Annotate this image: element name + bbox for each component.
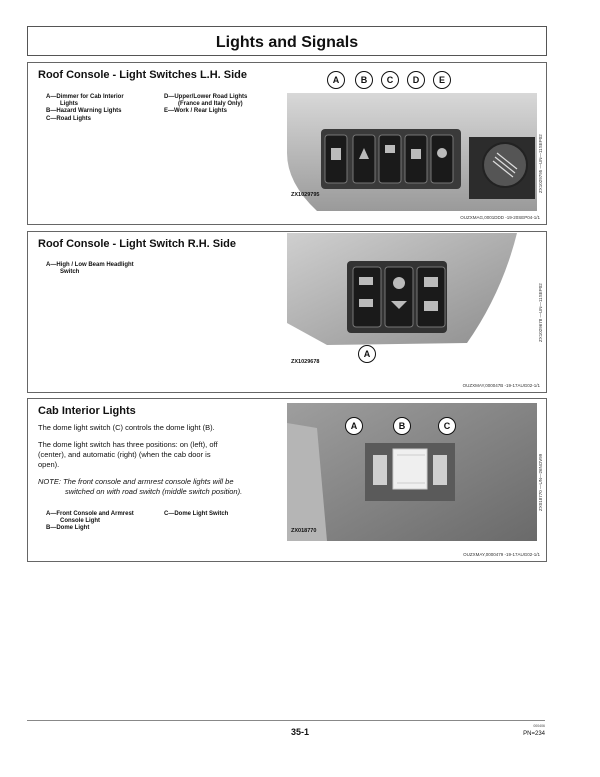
section-title: Roof Console - Light Switches L.H. Side xyxy=(38,69,248,81)
lh-switch-photo xyxy=(287,93,537,211)
page-title: Lights and Signals xyxy=(215,34,359,51)
callout-d: D xyxy=(407,71,425,89)
section-footer-ref: OUZXMAY,0000479 -19-17AUG02-1/1 xyxy=(463,552,540,557)
legend-item-d: D—Upper/Lower Road Lights xyxy=(164,94,248,100)
callout-c: C xyxy=(381,71,399,89)
legend-right xyxy=(164,511,228,518)
callout-b: B xyxy=(393,417,411,435)
legend-item-b: B—Dome Light xyxy=(46,525,90,532)
legend-item-c: C—Road Lights xyxy=(46,115,91,122)
callout-a: A xyxy=(345,417,363,435)
legend-item-a: A—Dimmer for Cab Interior xyxy=(46,94,124,100)
rh-switch-photo xyxy=(287,233,537,373)
legend-left xyxy=(46,511,134,533)
footer-divider xyxy=(27,720,545,721)
note-line: switched on with road switch (middle switch position). xyxy=(65,487,243,496)
section-cab-interior-lights xyxy=(27,398,547,562)
section-rh-switch xyxy=(27,231,547,393)
image-side-text: ZX018770 —UN—26NOV99 xyxy=(538,453,543,511)
legend-item-d-cont: (France and Italy Only) xyxy=(178,101,243,108)
dome-light-photo xyxy=(287,403,537,541)
callout-a: A xyxy=(358,345,376,363)
legend-item-a-cont: Console Light xyxy=(60,518,100,525)
legend-item-a: A—Front Console and Armrest xyxy=(46,511,134,517)
image-side-text: ZX1029795 —UN—11SEP02 xyxy=(538,134,543,193)
section-title: Roof Console - Light Switch R.H. Side xyxy=(38,238,236,250)
callout-e: E xyxy=(433,71,451,89)
legend-item-c: C—Dome Light Switch xyxy=(164,511,229,517)
legend-right xyxy=(164,94,247,116)
pn-label: PN=234 xyxy=(523,731,545,737)
paragraph-2-line: open). xyxy=(38,460,60,469)
legend-item-a-cont: Lights xyxy=(60,101,78,108)
paragraph-2-line: The dome light switch has three positions: on (left), off xyxy=(38,440,218,449)
note xyxy=(38,477,242,497)
image-side-text: ZX1029678 —UN—11SEP02 xyxy=(538,283,543,342)
page-number: 35-1 xyxy=(290,727,309,737)
legend-item-a: A—High / Low Beam Headlight xyxy=(46,262,134,268)
section-title: Cab Interior Lights xyxy=(38,405,136,417)
image-label: ZX018770 xyxy=(291,528,317,534)
roof-console-rh-photo xyxy=(287,233,537,373)
cab-interior-photo xyxy=(287,403,537,541)
note-line: NOTE: The front console and armrest console lights will be xyxy=(38,477,234,486)
paragraph-1: The dome light switch (C) controls the dome light (B). xyxy=(38,423,215,432)
legend-left xyxy=(46,94,124,123)
title-box xyxy=(27,26,547,56)
section-footer-ref: OUZXMAY,000047B -19-17AUG02-1/1 xyxy=(462,383,540,388)
legend xyxy=(46,262,134,276)
section-footer-ref: OUZXMAG,0001DDD -19-20SEP04-1/1 xyxy=(460,215,540,220)
print-code: 000406 xyxy=(533,724,545,728)
paragraph-2-line: (center), and automatic (right) (when the cab door is xyxy=(38,450,211,459)
legend-item-a-cont: Switch xyxy=(60,269,80,276)
callout-a: A xyxy=(327,71,345,89)
image-label: ZX1029678 xyxy=(291,359,320,365)
paragraph-2 xyxy=(38,440,218,470)
legend-item-e: E—Work / Rear Lights xyxy=(164,108,227,115)
callout-b: B xyxy=(355,71,373,89)
roof-console-photo xyxy=(287,93,537,211)
callout-c: C xyxy=(438,417,456,435)
image-label: ZX1029795 xyxy=(291,192,320,198)
legend-item-b: B—Hazard Warning Lights xyxy=(46,108,122,115)
section-lh-switches xyxy=(27,62,547,225)
